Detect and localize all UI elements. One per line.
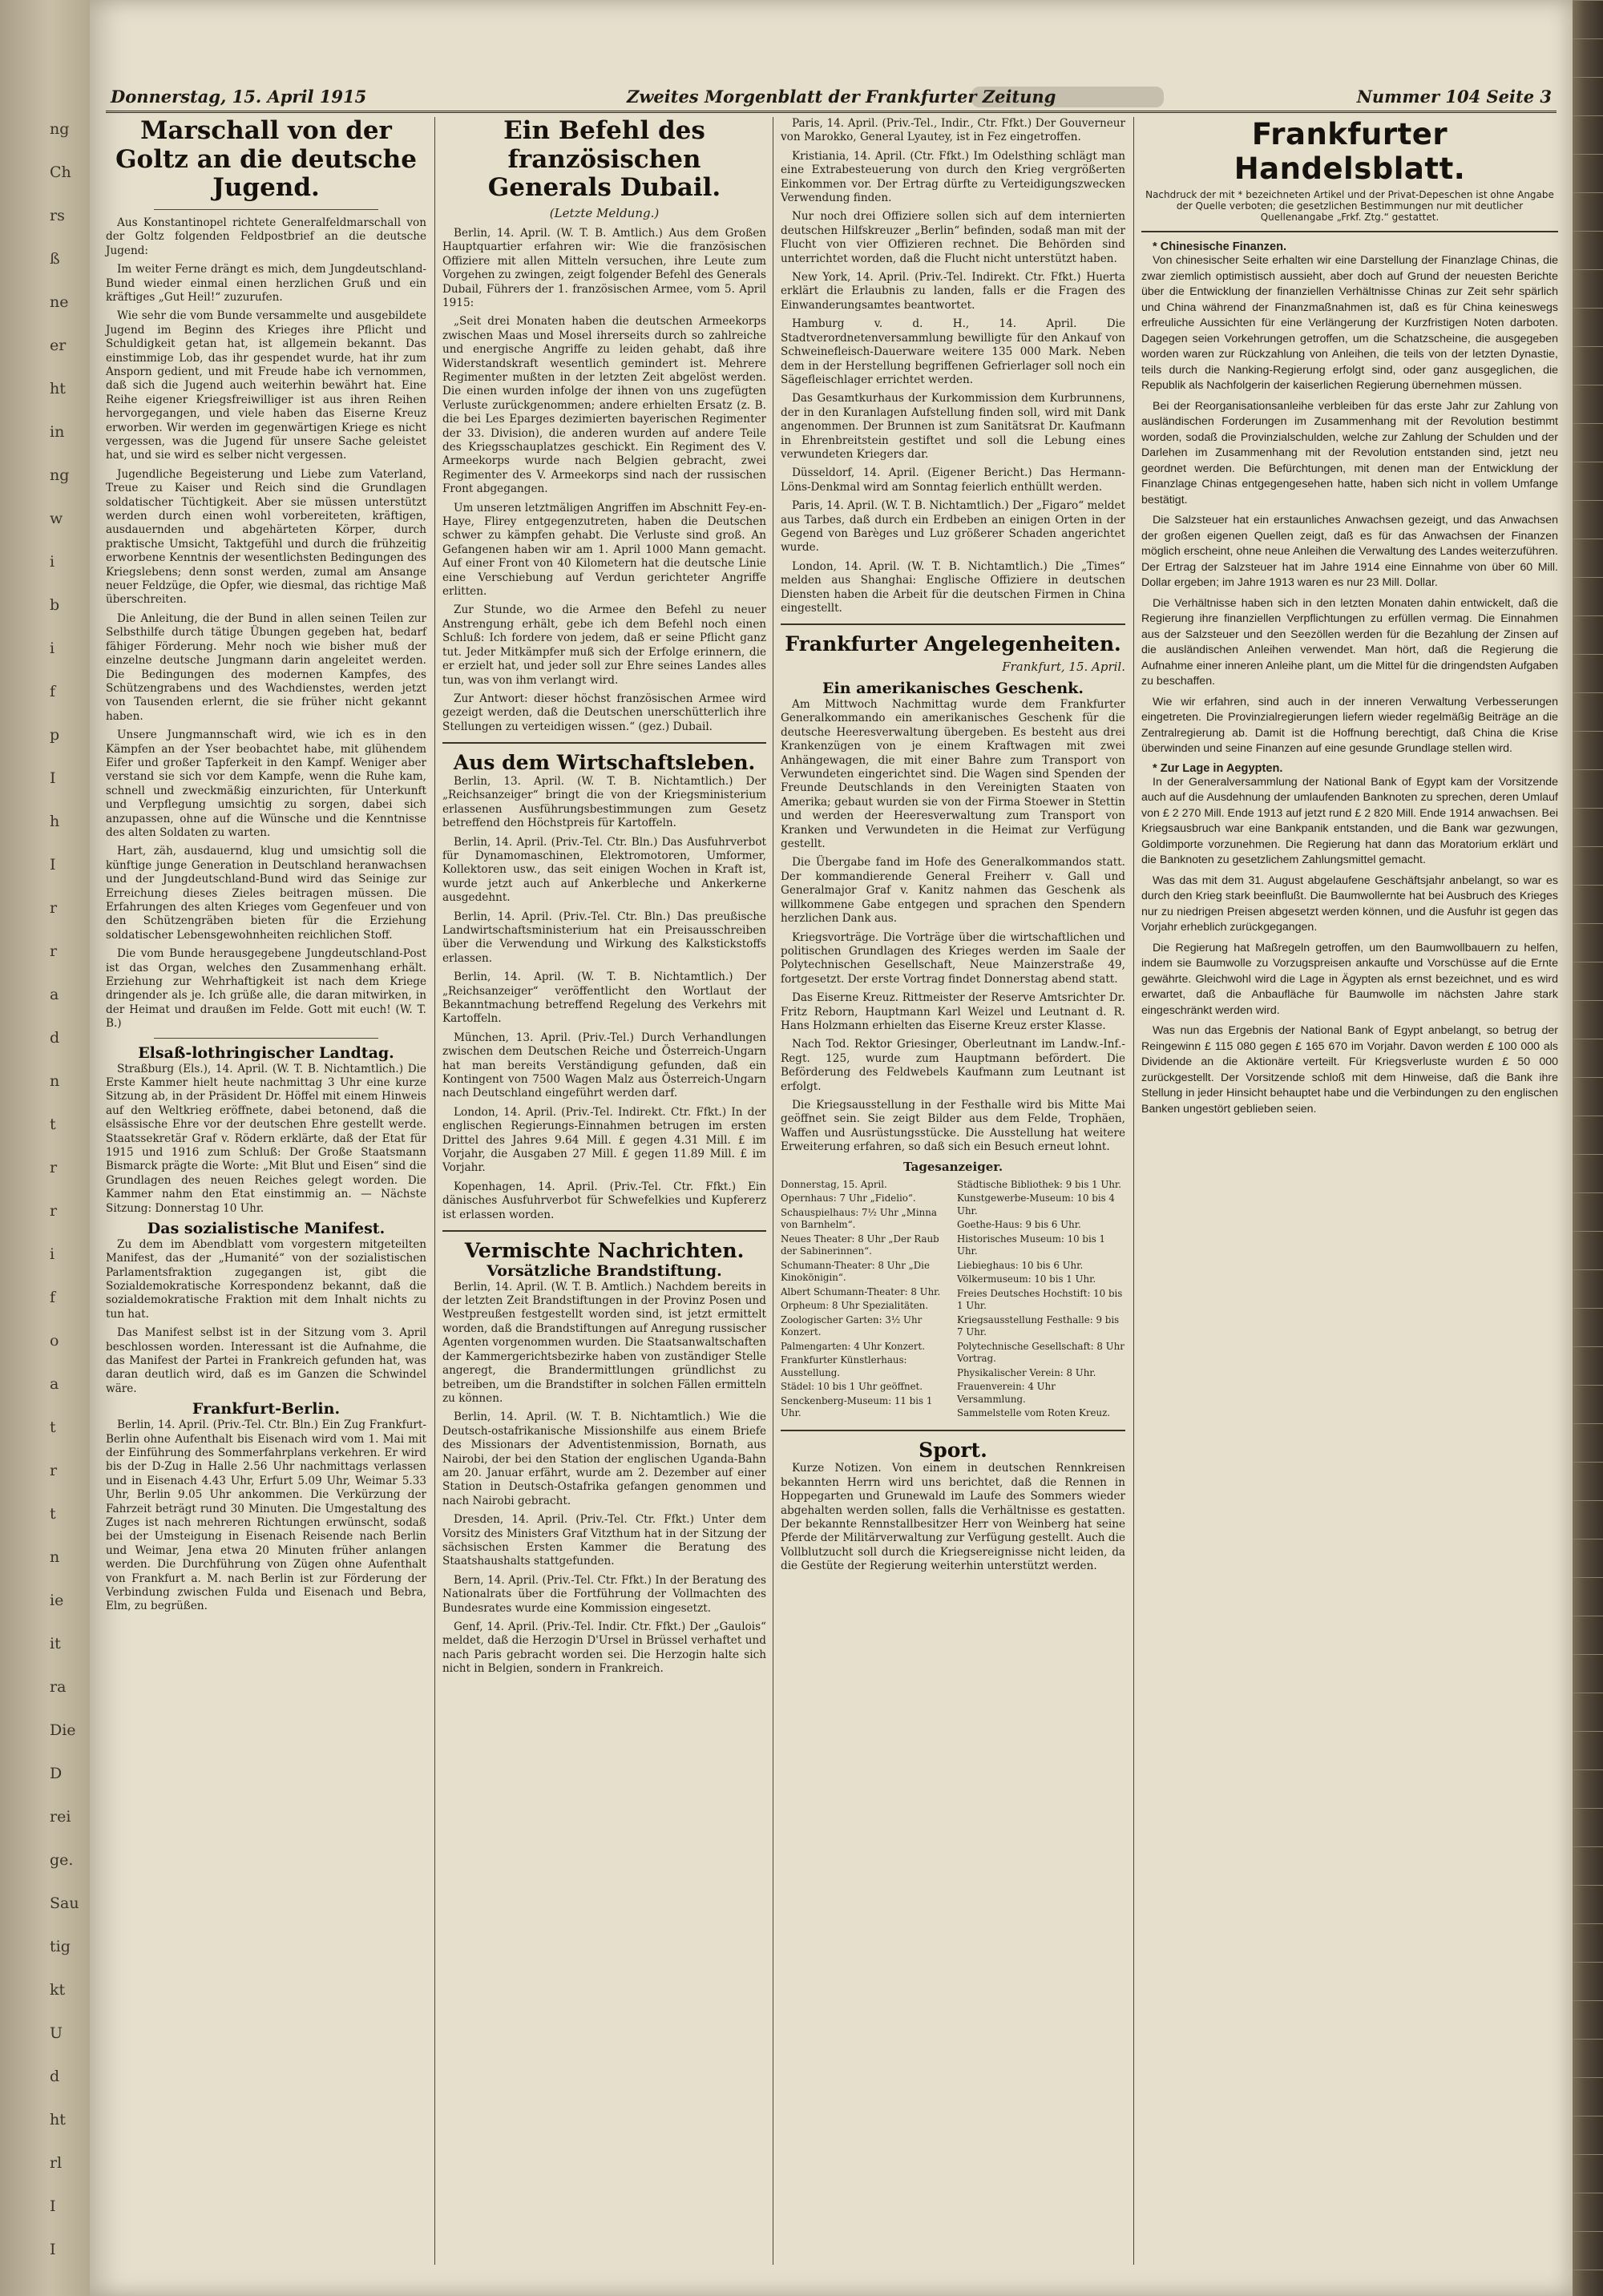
page-edge-line [1573, 1923, 1603, 1924]
paragraph: Nach Tod. Rektor Griesinger, Oberleutnant im Landw.-Inf.-Regt. 125, wurde zum Hauptmann befördert. Die Beförderung des Feldwebels Kaufmann zum Leutnant ist erfolgt. [781, 1038, 1125, 1093]
paragraph: Unsere Jungmannschaft wird, wie ich es in den Kämpfen an der Yser beobachtet habe, mit glühendem Eifer und großer Tapferkeit in den Kampf. Weniger aber verstand sie sich vor dem Kampfe, wenn die Ruhe kam, schnell und zweckmäßig einzurichten, für Unterkunft und Verpflegung umsichtig zu sorgen, dabei sich anzupassen, ohne auf die Wünsche und die Kenntnisse des alten Soldaten zu warten. [106, 728, 426, 839]
previous-page-fragment: ne [50, 293, 69, 311]
page-edge-line [1573, 1192, 1603, 1193]
paragraph: Was nun das Ergebnis der National Bank of Egypt anbelangt, so betrug der Reingewinn £ 115 080 gegen £ 165 670 im Vorjahr. Davon werden £ 100 000 als Dividende an die Aktionäre verteilt. Für Kriegsverluste wurden £ 50 000 zurückgestellt. Der Vorsitzende schloß mit dem Hinweise, daß die Bank ihre Stellung in jeder Hinsicht behauptet habe und die Verbindungen zu den englischen Banken ungestört geblieben seien. [1141, 1024, 1558, 1116]
page-edge-line [1573, 1500, 1603, 1501]
paragraph: Zu dem im Abendblatt vom vorgestern mitgeteilten Manifest, das der „Humanité“ von der sozialistischen Parlamentsfraktion zugegangen ist, gibt die Sozialdemokratische Korrespondenz bekannt, daß die sozialdemokratische Fraktion mit dem Inhalt nichts zu tun hat. [106, 1237, 426, 1321]
kicker-letzte-meldung: (Letzte Meldung.) [549, 205, 660, 220]
previous-page-fragment: ge. [50, 1851, 74, 1869]
previous-page-fragment: it [50, 1635, 61, 1652]
page-edge-line [1573, 2000, 1603, 2001]
previous-page-fragment: f [50, 1289, 56, 1306]
previous-page-fragment: a [50, 986, 59, 1003]
previous-page-fragment: kt [50, 1981, 66, 1999]
article-angelegenheiten [781, 698, 1125, 1155]
page-edge-line [1573, 1346, 1603, 1347]
paragraph: Kopenhagen, 14. April. (Priv.-Tel. Ctr. Ffkt.) Ein dänisches Ausfuhrverbot für Schwefelkies und Kupfererz ist erlassen worden. [442, 1180, 766, 1221]
paragraph: Berlin, 13. April. (W. T. B. Nichtamtlich.) Der „Reichsanzeiger“ bringt die von der Kriegsministerium erlassenen Ausführungsbestimmungen zum Gesetz betreffend den Höchstpreis für Kartoffeln. [442, 774, 766, 830]
page-edge-line [1573, 1154, 1603, 1155]
paragraph: Die Regierung hat Maßregeln getroffen, um den Baumwollbauern zu helfen, indem sie Baumwolle zu Vorzugspreisen ankaufte und Vorschüsse auf die Ernte gewährte. Gleichwohl wird die Lage in Ägypten als ernst bezeichnet, und es wird erwartet, daß die Anbaufläche für Baumwolle im nächsten Jahre stark eingeschränkt werden wird. [1141, 941, 1558, 1017]
paragraph: Zoologischer Garten: 3½ Uhr Konzert. [781, 1313, 923, 1338]
headline-landtag: Elsaß-lothringischer Landtag. [138, 1043, 394, 1062]
paragraph: Senckenberg-Museum: 11 bis 1 Uhr. [781, 1394, 933, 1419]
paragraph: London, 14. April. (Priv.-Tel. Indirekt. Ctr. Ffkt.) In der englischen Regierungs-Einnahmen betrugen im ersten Drittel des Jahres 9.64 Mill. £ gegen 4.31 Mill. £ im Vorjahr, die Ausgaben 27 Mill. £ gegen 11.89 Mill. £ im Vorjahr. [442, 1105, 766, 1175]
tagesanzeiger-listing [781, 1179, 1125, 1422]
previous-page-fragment: r [50, 1159, 58, 1176]
paragraph: Berlin, 14. April. (Priv.-Tel. Ctr. Bln.) Das preußische Landwirtschaftsministerium hat ein Preisausschreiben über die Verwendung und Wirkung des Kalkstickstoffs erlassen. [442, 910, 766, 965]
page-edge-line [1573, 2077, 1603, 2078]
page-edge-line [1573, 615, 1603, 616]
paragraph: Kunstgewerbe-Museum: 10 bis 4 Uhr. [957, 1192, 1115, 1217]
paragraph: Orpheum: 8 Uhr Spezialitäten. [781, 1300, 929, 1312]
page-edge-line [1573, 77, 1603, 78]
newspaper-page [90, 0, 1573, 2296]
paragraph: Berlin, 14. April. (W. T. B. Amtlich.) Nachdem bereits in der letzten Zeit Brandstiftungen in der Provinz Posen und Westpreußen festgestellt worden sind, ist jetzt ermittelt worden, daß die Brandstiftungen auf Anregung russischer Agenten vorgenommen wurden. Die Staatsanwaltschaften der Kammergerichtsbezirke haben von zuständiger Stelle angeregt, die Brandermittlungen gründlichst zu betreiben, um die Brandstifter in solchen Fällen ermitteln zu können. [442, 1280, 766, 1405]
previous-page-fragment: tig [50, 1938, 71, 1955]
previous-page-fragment: t [50, 1505, 56, 1523]
previous-page-fragment: d [50, 2068, 60, 2085]
page-edge-line [1573, 885, 1603, 886]
page-edge-line [1573, 923, 1603, 924]
paragraph: London, 14. April. (W. T. B. Nichtamtlich.) Die „Times“ melden aus Shanghai: Englische Offiziere in deutschen Diensten haben die Arbeit für die deutschen Firmen in China eingestellt. [781, 559, 1125, 615]
paragraph: Um unseren letztmäligen Angriffen im Abschnitt Fey-en-Haye, Flirey entgegenzutreten, haben die Deutschen schwer zu kämpfen gehabt. Die Verluste sind groß. An Gefangenen haben wir am 1. April 1000 Mann gemacht. Auf einer Front von 40 Kilometern hat die deutsche Linie eine Verschiebung auf Verdun gerichteter Angriffe erlitten. [442, 501, 766, 599]
paragraph: Städtische Bibliothek: 9 bis 1 Uhr. [957, 1178, 1122, 1190]
paragraph: New York, 14. April. (Priv.-Tel. Indirekt. Ctr. Ffkt.) Huerta erklärt die Erlaubnis zu landen, falls er die Fragen des Einwanderungsamtes beantwortet. [781, 271, 1125, 312]
previous-page-fragment: i [50, 553, 55, 571]
previous-page-fragment: Die [50, 1721, 76, 1739]
paragraph: Paris, 14. April. (W. T. B. Nichtamtlich.) Der „Figaro“ meldet aus Tarbes, daß durch ein Erdbeben an einigen Orten in der Gegend von Barèges und Luz größerer Schaden angerichtet wurde. [781, 499, 1125, 555]
paragraph: Liebieghaus: 10 bis 6 Uhr. [957, 1259, 1084, 1271]
tagesanzeiger-left [781, 1179, 949, 1422]
paragraph: Wie sehr die vom Bunde versammelte und ausgebildete Jugend im Beginn des Krieges ihre Pflicht und Schuldigkeit getan hat, ist allgemein bekannt. Das einstimmige Lob, das ihr gespendet wurde, hat ihr zum Ansporn gedient, und mit Freude habe ich vernommen, daß sich die Jugend auch weiterhin bewährt hat. Eine Reihe eigener Kriegsfreiwilliger ist aus ihren Reihen hervorgegangen, und viele haben das Eiserne Kreuz erworben. Wir werden im gegenwärtigen Kriege es nicht vergessen, was die Jugend für unsere Sache geleistet hat, und sie wird es selber nicht vergessen. [106, 309, 426, 462]
subhead-geschenk: Ein amerikanisches Geschenk. [822, 680, 1084, 698]
page-edge-line [1573, 1462, 1603, 1463]
headline-manifest: Das sozialistische Manifest. [147, 1219, 386, 1237]
column-rule [434, 117, 435, 2265]
paragraph: Paris, 14. April. (Priv.-Tel., Indir., Ctr. Ffkt.) Der Gouverneur von Marokko, General Lyautey, ist in Fez eingetroffen. [781, 117, 1125, 144]
subhead-brandstiftung: Vorsätzliche Brandstiftung. [487, 1261, 722, 1280]
previous-page-fragment: b [50, 596, 60, 614]
paragraph: Frauenverein: 4 Uhr Versammlung. [957, 1381, 1056, 1405]
paragraph: Berlin, 14. April. (Priv.-Tel. Ctr. Bln.) Ein Zug Frankfurt-Berlin ohne Aufenthalt bis Eisenach wird vom 1. Mai mit der Einführung des Sommerfahrplans verkehren. Er wird bis der D-Zug in Halle 2.56 Uhr nachmittags verlassen und in Eisenach 4.43 Uhr, Erfurt 5.09 Uhr, Weimar 5.33 Uhr, Berlin 9.05 Uhr ankommen. Die Verkürzung der Fahrzeit beträgt rund 30 Minuten. Die Umgestaltung des Zuges ist nach mehreren Richtungen erwünscht, sodaß bei der Umsteigung in Eisenach Reisende nach Berlin und Weimar, Jena etwa 20 Minuten früher anlangen werden. Die Durchführung von Zügen ohne Aufenthalt von Frankfurt a. M. nach Berlin ist zur Förderung der Verbindung zwischen Fulda und Eisenach und Bebra, Elm, zu begrüßen. [106, 1418, 426, 1613]
paragraph: Kriegsvorträge. Die Vorträge über die wirtschaftlichen und politischen Grundlagen des Krieges werden im Saale der Polytechnischen Gesellschaft, Neue Mainzerstraße 49, fortgesetzt. Der erste Vortrag findet Donnerstag abend statt. [781, 930, 1125, 986]
paragraph: Berlin, 14. April. (W. T. B. Amtlich.) Aus dem Großen Hauptquartier erfahren wir: Wie die französischen Offiziere mit allen Mitteln versuchen, ihre Leute zum Vorgehen zu zwingen, zeigt folgender Befehl des Generals Dubail, Führers der 1. französischen Armee, vom 5. April 1915: [442, 226, 766, 309]
masthead [106, 83, 1557, 113]
headline-dubail: Ein Befehl des französischen Generals Dubail. [487, 116, 721, 203]
divider [154, 209, 378, 210]
paragraph: Nur noch drei Offiziere sollen sich auf dem internierten deutschen Hilfskreuzer „Berlin“ befinden, sodaß man mit der Flucht von vier Offizieren rechnet. Die Behörden sind unterrichtet worden, daß die Flucht nicht unterstützt haben. [781, 210, 1125, 265]
paragraph: Physikalischer Verein: 8 Uhr. [957, 1366, 1096, 1378]
divider [154, 1038, 378, 1039]
previous-page-fragment: ng [50, 120, 70, 138]
previous-page-fragment: n [50, 1548, 60, 1566]
page-edge-line [1573, 1962, 1603, 1963]
page-edge-line [1573, 308, 1603, 309]
page-edge-line [1573, 115, 1603, 116]
article-landtag [106, 1063, 426, 1216]
paragraph: Die Anleitung, die der Bund in allen seinen Teilen zur Selbsthilfe durch tätige Übungen gegeben hat, bedarf fähiger Förderung. Mehr noch wie bisher muß der einzelne deutsche Jungmann darin angeleitet werden. Die Bedingungen des modernen Kampfes, des Schützengrabens und des Wachdienstes, werden jetzt von Tausenden erlernt, die sie früher nicht gekannt haben. [106, 611, 426, 723]
divider [442, 742, 766, 744]
paragraph: Das Eiserne Kreuz. Rittmeister der Reserve Amtsrichter Dr. Fritz Reborn, Hauptmann Karl Weizel und Leutnant d. R. Hans Holzmann erhielten das Eiserne Kreuz erster Klasse. [781, 991, 1125, 1032]
paragraph: Schauspielhaus: 7½ Uhr „Minna von Barnhelm“. [781, 1206, 937, 1231]
previous-page-fragment: r [50, 942, 58, 960]
previous-page-fragment: I [50, 769, 56, 787]
previous-page-fragment: rl [50, 2154, 63, 2172]
paragraph: „Seit drei Monaten haben die deutschen Armeekorps zwischen Maas und Mosel ihrerseits durch so zahlreiche und energische Angriffe zu leiden gehabt, daß ihre Widerstandskraft wesentlich gemindert ist. Mehrere Regimenter mußten in der letzten Zeit abgelöst werden. Die einen wurden infolge der ihnen von uns zugefügten Verluste zurückgenommen; andere erhielten Ersatz (z. B. die bei Les Eparges dezimierten bayerischen Regimenter der 33. Division), die anderen wurden auf andere Teile des Kriegsschauplatzes geschickt. Ein Regiment des V. Armeekorps wurde nach Belgien gebracht, zwei Regimenter des V. Armeekorps sind nach der russischen Front abgegangen. [442, 315, 766, 496]
article-manifest [106, 1238, 426, 1396]
page-edge-line [1573, 1231, 1603, 1232]
previous-page-fragment: I [50, 2197, 56, 2215]
previous-page-fragment: ht [50, 2111, 66, 2129]
previous-page-fragment: Sau [50, 1895, 79, 1912]
paragraph: Schumann-Theater: 8 Uhr „Die Kinokönigin“. [781, 1259, 930, 1284]
handelsblatt-title: Frankfurter Handelsblatt. [1234, 117, 1466, 186]
paragraph: Bern, 14. April. (Priv.-Tel. Ctr. Ffkt.) In der Beratung des Nationalrats über die Fortführung der Vollmachten des Bundesrates wurde eine Kommission eingesetzt. [442, 1573, 766, 1615]
paragraph: Hart, zäh, ausdauernd, klug und umsichtig soll die künftige junge Generation in Deutschland heranwachsen und der Jungdeutschland-Bund wird das Seinige zur Erreichung dieses Zieles beitragen müssen. Die Erfahrungen des alten Krieges vom Gegenfeuer und von den Schützengräben bieten für die Erziehung soldatischer Lebensgewohnheiten reichlichen Stoff. [106, 845, 426, 942]
previous-page-fragment: i [50, 640, 55, 657]
article-dubail [442, 227, 766, 734]
handelsblatt-notice: Nachdruck der mit * bezeichneten Artikel und der Privat-Depeschen ist ohne Angabe der Quelle verboten; die gesetzlichen Bestimmungen nur mit deutlicher Quellenangabe „Frkf. Ztg.“ gestattet. [1145, 189, 1554, 223]
previous-page-fragment: in [50, 423, 65, 441]
paragraph: Berlin, 14. April. (W. T. B. Nichtamtlich.) Der „Reichsanzeiger“ veröffentlicht den Wortlaut der Bekanntmachung betreffend Regelung des Verkehrs mit Kartoffeln. [442, 970, 766, 1026]
page-edge-line [1573, 2231, 1603, 2232]
paragraph: Die Verhältnisse haben sich in den letzten Monaten dahin entwickelt, daß die Regierung ihre finanziellen Verpflichtungen zu erfüllen vermag. Die Einnahmen aus der Salzsteuer und den Seezöllen werden für die Bezahlung der Zinsen auf die ausländischen Anleihen verwendet. Man hört, daß die Regierung die Aufnahme einer inneren Anleihe plant, um die Mittel für die dringendsten Aufgaben zu beschaffen. [1141, 596, 1558, 688]
paragraph: In der Generalversammlung der National Bank of Egypt kam der Vorsitzende auch auf die Ausdehnung der umlaufenden Banknoten zu sprechen, deren Umlauf von £ 2 270 Mill. Ende 1913 auf jetzt rund £ 2 820 Mill. Ende 1914 anwachsen. Bei Kriegsausbruch war eine Bankpanik entstanden, und die Bank war gezwungen, Goldimporte vorzunehmen. Die Regierung hat dann das Moratorium erklärt und die Banknoten zu gesetzlichem Zahlungsmittel gemacht. [1141, 775, 1558, 866]
paragraph: Donnerstag, 15. April. [781, 1178, 887, 1190]
paragraph: Kristiania, 14. April. (Ctr. Ffkt.) Im Odelsthing schlägt man eine Extrabesteuerung von durch den Krieg vergrößerten Einkommen vor. Der Ertrag dürfte zu Verteidigungszwecken Verwendung finden. [781, 149, 1125, 205]
page-edge-line [1573, 1269, 1603, 1270]
paragraph: Kriegsausstellung Festhalle: 9 bis 7 Uhr. [957, 1313, 1120, 1338]
headline-tagesanzeiger: Tagesanzeiger. [902, 1159, 1003, 1174]
paragraph: Die Kriegsausstellung in der Festhalle wird bis Mitte Mai geöffnet sein. Sie zeigt Bilder aus dem Felde, Trophäen, Waffen und Ausrüstungsstücke. Die Ausstellung hat weitere Erweiterung erfahren, so daß sich ein Besuch erneut lohnt. [781, 1098, 1125, 1154]
article-china [1141, 253, 1558, 757]
previous-page-fragment: rei [50, 1808, 71, 1826]
previous-page-fragment: ng [50, 466, 70, 484]
previous-page-fragment: t [50, 1418, 56, 1436]
paragraph: Was das mit dem 31. August abgelaufene Geschäftsjahr anbelangt, so war es durch den Krieg stark beeinflußt. Die Baumwollernte hat bei Ausbruch des Krieges nur zu niedrigen Preisen abgesetzt werden können, und die Ausfuhr ist gegen das Vorjahr erheblich zurückgegangen. [1141, 874, 1558, 934]
paragraph: Düsseldorf, 14. April. (Eigener Bericht.) Das Hermann-Löns-Denkmal wird am Sonntag feierlich enthüllt werden. [781, 466, 1125, 494]
page-edge-line [1573, 731, 1603, 732]
page-edge-line [1573, 654, 1603, 655]
page-edge-line [1573, 1846, 1603, 1847]
page-edge-line [1573, 769, 1603, 770]
page-edge-line [1573, 1000, 1603, 1001]
headline-frankfurt-berlin: Frankfurt-Berlin. [192, 1400, 341, 1418]
paragraph: Polytechnische Gesellschaft: 8 Uhr Vortrag. [957, 1340, 1125, 1365]
paragraph: Sammelstelle vom Roten Kreuz. [957, 1407, 1111, 1419]
page-edge-line [1573, 346, 1603, 347]
previous-page-fragment: h [50, 813, 60, 830]
previous-page-fragment: o [50, 1332, 59, 1350]
paragraph: Die Übergabe fand im Hofe des Generalkommandos statt. Der kommandierende General Freiherr v. Gall und Generalmajor Graf v. Kanitz nahmen das Geschenk als willkommene Gabe entgegen und sprachen den Spendern herzlichen Dank aus. [781, 856, 1125, 926]
article-goltz [106, 216, 426, 1031]
dateline-frankfurt: Frankfurt, 15. April. [1002, 660, 1125, 675]
page-edge-line [1573, 38, 1603, 39]
column-1 [106, 117, 426, 1619]
page-edge-line [1573, 1654, 1603, 1655]
page-edge-line [1573, 846, 1603, 847]
previous-page-fragment: I [50, 856, 56, 874]
previous-page-fragment: i [50, 1245, 55, 1263]
page-edge-line [1573, 269, 1603, 270]
article-egypt [1141, 775, 1558, 1118]
previous-page-fragment: ht [50, 380, 66, 397]
previous-page-fragment: Ch [50, 163, 71, 181]
paragraph: Albert Schumann-Theater: 8 Uhr. [781, 1285, 941, 1297]
divider [781, 1430, 1125, 1431]
paragraph: Genf, 14. April. (Priv.-Tel. Indir. Ctr. Ffkt.) Der „Gaulois“ meldet, daß die Herzogin D'Ursel in Brüssel verhaftet und nach Paris gebracht worden sei. Die Herzogin halte sich nicht in Belgien, sondern in Frankreich. [442, 1620, 766, 1676]
paragraph: Aus Konstantinopel richtete Generalfeldmarschall von der Goltz folgenden Feldpostbrief an die deutsche Jugend: [106, 216, 426, 257]
previous-page-fragment: a [50, 1375, 59, 1393]
page-edge-line [1573, 2039, 1603, 2040]
paragraph: Opernhaus: 7 Uhr „Fidelio“. [781, 1192, 916, 1204]
tagesanzeiger-right [957, 1179, 1125, 1422]
column-3 [781, 117, 1125, 1579]
previous-page-fragment: r [50, 1202, 58, 1220]
paragraph: Freies Deutsches Hochstift: 10 bis 1 Uhr. [957, 1287, 1123, 1312]
previous-page-fragment: ie [50, 1592, 64, 1609]
previous-page-fragment: I [50, 2241, 56, 2258]
paragraph: Von chinesischer Seite erhalten wir eine Darstellung der Finanzlage Chinas, die zwar ziemlich optimistisch aussieht, aber doch auf Grund der neuesten Berichte über die Entwicklung der finanziellen Verhältnisse Chinas zur Zeit sehr spärlich und China während der Finanzmaßnahmen ist, daß es für China keineswegs erfreuliche Aussichten für eine Verlängerung der Kurzfristigen Noten darboten. Dagegen seien Vorkehrungen getroffen, um die Schatzscheine, die ausgegeben worden waren zur Rückzahlung von Anleihen, die teils von der letzten Dynastie, teils durch die Nanking-Regierung erfolgt sind, oder ganz ausgeglichen, die Republik als Nachfolgerin der kaiserlichen Regierung übernehmen müssen. [1141, 254, 1558, 392]
page-edge-line [1573, 192, 1603, 193]
page-edge-line [1573, 1769, 1603, 1770]
column-2 [442, 117, 766, 1681]
previous-page-fragment: d [50, 1029, 60, 1047]
article-sport [781, 1462, 1125, 1573]
previous-page-fragment: er [50, 337, 67, 354]
paragraph: Palmengarten: 4 Uhr Konzert. [781, 1340, 925, 1352]
previous-page-fragment: ß [50, 250, 60, 268]
paragraph: Bei der Reorganisationsanleihe verbleiben für das erste Jahr zur Zahlung von ausländischen Forderungen im Zusammenhang mit der Revolution bestimmt worden, sodaß die Provinzialschulden, welche zur Zahlung der Schulden und der Darlehen im Zusammenhang mit der Revolution entstanden sind, jetzt neu geordnet werden. Die Befürchtungen, mit denen man der Entwicklung der Finanzlage Chinas entgegengesehen hatte, haben sich nicht in vollem Umfange bestätigt. [1141, 399, 1558, 506]
page-edge-line [1573, 692, 1603, 693]
page-edge-line [1573, 231, 1603, 232]
paragraph: Zur Stunde, wo die Armee den Befehl zu neuer Anstrengung erhält, gebe ich dem Befehl noch einen Schluß: Ich fordere von jedem, daß er seine Pflicht ganz tut. Jeder Mitkämpfer muß sich der Erfolge erinnern, die er erzielt hat, und jeder soll zur Ehre seines Landes alles tun, was von ihm verlangt wird. [442, 603, 766, 687]
page-edge-line [1573, 1423, 1603, 1424]
paragraph: Frankfurter Künstlerhaus: Ausstellung. [781, 1354, 907, 1378]
masthead-title: Zweites Morgenblatt der Frankfurter Zeitung [627, 87, 1056, 107]
article-telegrams [781, 117, 1125, 615]
previous-page-fragment: f [50, 683, 56, 700]
page-edge-line [1573, 1577, 1603, 1578]
paragraph: Neues Theater: 8 Uhr „Der Raub der Sabinerinnen“. [781, 1233, 939, 1257]
headline-wirtschaftsleben: Aus dem Wirtschaftsleben. [453, 751, 756, 775]
paragraph: Berlin, 14. April. (Priv.-Tel. Ctr. Bln.) Das Ausfuhrverbot für Dynamomaschinen, Elektromotoren, Umformer, Kollektoren usw., das seit einigen Wochen in Kraft ist, wurde jetzt auch auf Ankerbleche und Ankerkerne ausgedehnt. [442, 835, 766, 905]
paragraph: Die vom Bunde herausgegebene Jungdeutschland-Post ist das Organ, welches den Zusammenhang erhält. Erziehung zur Wehrhaftigkeit ist nach dem Kriege dringender als je. Ich grüße alle, die daran mitwirken, in der Heimat und draußen im Felde. Gott mit euch! (W. T. B.) [106, 947, 426, 1031]
previous-page-fragment: r [50, 899, 58, 917]
left-page-binding [0, 0, 90, 2296]
page-edge-line [1573, 1808, 1603, 1809]
page-edge-line [1573, 1308, 1603, 1309]
paragraph: Historisches Museum: 10 bis 1 Uhr. [957, 1233, 1106, 1257]
right-page-binding [1573, 0, 1603, 2296]
paragraph: Dresden, 14. April. (Priv.-Tel. Ctr. Ffkt.) Unter dem Vorsitz des Ministers Graf Vitzthum hat in der Sitzung der sächsischen Ersten Kammer die Beratung des Staatshaushalts stattgefunden. [442, 1513, 766, 1568]
divider [781, 623, 1125, 625]
previous-page-fragment: t [50, 1116, 56, 1133]
subhead-china: * Chinesische Finanzen. [1153, 240, 1287, 253]
page-edge-line [1573, 423, 1603, 424]
masthead-date: Donnerstag, 15. April 1915 [111, 87, 367, 107]
headline-sport: Sport. [919, 1438, 987, 1462]
previous-page-fragment: r [50, 1462, 58, 1479]
paragraph: Die Salzsteuer hat ein erstaunliches Anwachsen gezeigt, und das Anwachsen der großen eigenen Quellen zeigt, daß es für das Anwachsen der Finanzen möglich erscheint, ohne neue Anleihen die Verwaltung des Landes weiterzuführen. Der Ertrag der Salzsteuer hat im Jahre 1914 eine Einnahme von über 60 Mill. Dollar ergeben; im Jahre 1913 waren es nur 23 Mill. Dollar. [1141, 514, 1558, 589]
previous-page-fragment: U [50, 2024, 63, 2042]
paragraph: Am Mittwoch Nachmittag wurde dem Frankfurter Generalkommando ein amerikanisches Geschenk für die deutsche Heeresverwaltung übergeben. Es besteht aus drei Krankenzügen von je einem Kraftwagen mit zwei Anhängewagen, die mit einer Bahre zum Transport von Verwundeten eingerichtet sind. Die Wagen sind Spenden der Freunde Deutschlands in den Vereinigten Staaten von Amerika; gebaut wurden sie von der Firma Stoewer in Stettin und werden der Heeresverwaltung zum Transport von Kranken und Verwundeten in die Heimat zur Verfügung gestellt. [781, 698, 1125, 851]
page-edge-line [1573, 1731, 1603, 1732]
subhead-egypt: * Zur Lage in Aegypten. [1153, 761, 1283, 775]
headline-goltz: Marschall von der Goltz an die deutsche Jugend. [115, 116, 417, 203]
paragraph: Hamburg v. d. H., 14. April. Die Stadtverordnetenversammlung bewilligte für den Ankauf von Schweinefleisch-Dauerware weitere 135 000 Mark. Neben dem in der Herstellung begriffenen Gefrierlager soll noch ein Sägefleischlager errichtet werden. [781, 317, 1125, 386]
previous-page-fragment: n [50, 1072, 60, 1090]
article-wirtschaftsleben [442, 775, 766, 1222]
page-edge-line [1573, 2154, 1603, 2155]
previous-page-fragment: ra [50, 1678, 67, 1696]
paragraph: Städel: 10 bis 1 Uhr geöffnet. [781, 1381, 923, 1393]
article-frankfurt-berlin [106, 1418, 426, 1614]
paragraph: München, 13. April. (Priv.-Tel.) Durch Verhandlungen zwischen dem Deutschen Reiche und Österreich-Ungarn hat man bereits Verständigung gefunden, daß ein Kontingent von 7500 Wagen Malz aus Österreich-Ungarn nach Deutschland eingeführt werden darf. [442, 1031, 766, 1100]
headline-angelegenheiten: Frankfurter Angelegenheiten. [785, 632, 1121, 656]
page-edge-line [1573, 1885, 1603, 1886]
page-edge-line [1573, 808, 1603, 809]
paragraph: Berlin, 14. April. (W. T. B. Nichtamtlich.) Wie die Deutsch-ostafrikanische Missionshilfe aus einem Briefe des Missionars der Adventistenmission, Bornath, aus Nairobi, der bei den Station der englischen Uganda-Bahn am 20. Januar erfährt, wurde am 2. Dezember auf einer Station in Deutsch-Ostafrika gefangen genommen und nach Nairobi gebracht. [442, 1410, 766, 1507]
paragraph: Goethe-Haus: 9 bis 6 Uhr. [957, 1219, 1081, 1231]
previous-page-fragment: D [50, 1765, 63, 1782]
page-edge-line [1573, 154, 1603, 155]
column-rule [1133, 117, 1134, 2265]
page-edge-line [1573, 577, 1603, 578]
previous-page-fragment: p [50, 726, 60, 744]
divider [442, 1230, 766, 1232]
paragraph: Straßburg (Els.), 14. April. (W. T. B. Nichtamtlich.) Die Erste Kammer hielt heute nachmittag 3 Uhr eine kurze Sitzung ab, in der Präsident Dr. Höffel mit einem Hinweis auf den Weltkrieg eröffnete, dabei betonend, daß die elsässische Ehre vor der deutschen Ehre gestellt werde. Staatssekretär Graf v. Rödern erklärte, daß der Etat für 1915 und 1916 zum Schluß: Der Große Staatsmann Bismarck prägte die Worte: „Mit Blut und Eisen“ sind die Grundlagen des neuen Reiches gelegt worden. Die Kammer nahm den Etat einstimmig an. — Nächste Sitzung: Donnerstag 10 Uhr. [106, 1062, 426, 1215]
paragraph: Kurze Notizen. Von einem in deutschen Rennkreisen bekannten Herrn wird uns berichtet, daß die Rennen in Hoppegarten und Grunewald im Laufe des Sommers wieder abgehalten werden sollen, falls die Verhältnisse es gestatten. Der bekannte Rennstallbesitzer Herr von Weinberg hat seine Pferde der Militärverwaltung zur Verfügung gestellt. Auch die Vollblutzucht soll durch die Kriegsereignisse nicht leiden, da die Gestüte der Regierung weiterhin unterstützt werden. [781, 1462, 1125, 1573]
page-edge-line [1573, 500, 1603, 501]
divider [1141, 231, 1558, 232]
column-4 [1141, 117, 1558, 1122]
paragraph: Zur Antwort: dieser höchst französischen Armee wird gezeigt werden, daß die Deutschen unerschütterlich ihre Stellungen zu verteidigen wissen.“ (gez.) Dubail. [442, 692, 766, 733]
masthead-number: Nummer 104 Seite 3 [1356, 87, 1552, 107]
paragraph: Das Gesamtkurhaus der Kurkommission dem Kurbrunnens, der in den Kuranlagen Aufstellung finden soll, wird mit Dank angenommen. Der Brunnen ist zum Sanitätsrat Dr. Kaufmann in Ehrenbreitstein gestiftet und soll die Lebung eines verwundeten Kriegers dar. [781, 392, 1125, 461]
page-edge-line [1573, 1385, 1603, 1386]
previous-page-fragment: rs [50, 207, 65, 224]
page-edge-line [1573, 1077, 1603, 1078]
paragraph: Völkermuseum: 10 bis 1 Uhr. [957, 1273, 1096, 1285]
paragraph: Das Manifest selbst ist in der Sitzung vom 3. April beschlossen worden. Interessant ist die Aufnahme, die das Manifest der Partei in Frankreich gefunden hat, was daran deutlich wird, daß es im Ganzen die Schwindel wäre. [106, 1326, 426, 1395]
previous-page-fragment: w [50, 510, 63, 527]
headline-vermischte: Vermischte Nachrichten. [464, 1239, 745, 1263]
paragraph: Wie wir erfahren, sind auch in der inneren Verwaltung Verbesserungen eingetreten. Die Provinzialregierungen liefern wieder regelmäßig Beiträge an die Zentralregierung ab. Damit ist die Hoffnung berechtigt, daß China die Krise überwinden und seine Finanzen auf eine gesunde Grundlage stellen wird. [1141, 695, 1558, 755]
paragraph: Im weiter Ferne drängt es mich, dem Jungdeutschland-Bund wieder einmal einen herzlichen Gruß und ein kräftiges „Gut Heil!“ zuzurufen. [106, 263, 426, 304]
page-edge-line [1573, 0, 1603, 1]
paragraph: Jugendliche Begeisterung und Liebe zum Vaterland, Treue zu Kaiser und Reich sind die Grundlagen soldatischer Tüchtigkeit. Aber sie müssen unterstützt werden durch einen wohl vorbereiteten, kräftigen, ausdauernden und abgehärteten Körper, durch praktische Umsicht, Taktgefühl und durch die frühzeitig erworbene Kenntnis der wesentlichsten Bedingungen des Kriegslebens; denn sonst werden, zumal am Ansange neuer Feldzüge, die Opfer, wie diesmal, das richtige Maß überschreiten. [106, 467, 426, 607]
article-vermischte [442, 1281, 766, 1677]
